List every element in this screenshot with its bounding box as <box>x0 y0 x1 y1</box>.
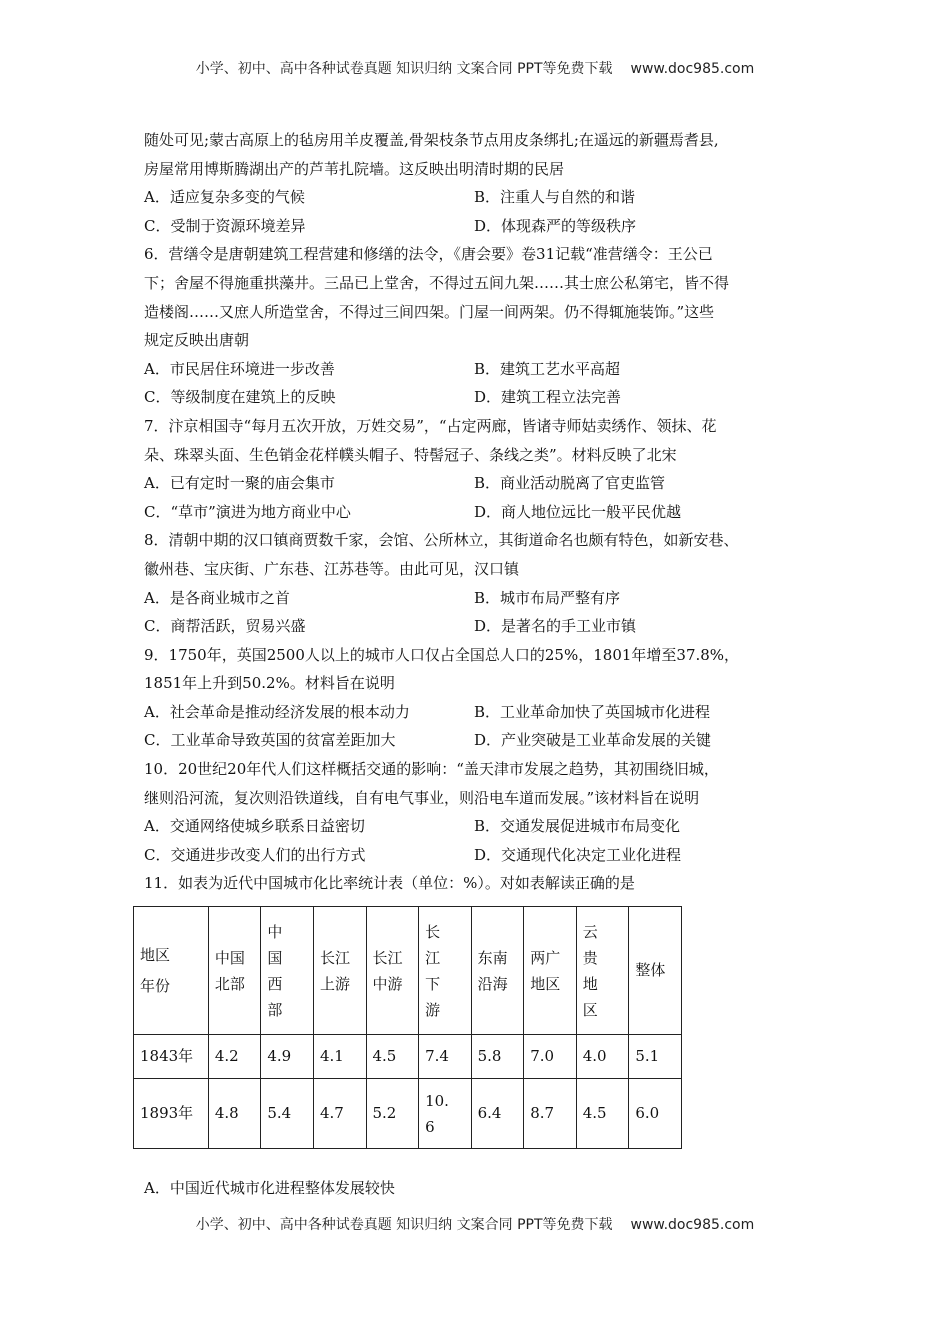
header-cell: 中国北部 <box>208 907 261 1035</box>
table-row <box>134 1079 682 1149</box>
header-url-link[interactable]: www.doc985.com <box>630 61 755 77</box>
value-cell: 5.2 <box>366 1079 419 1149</box>
q6-option-b: B．建筑工艺水平高超 <box>474 359 621 378</box>
q8-line-1: 8．清朝中期的汉口镇商贾数千家，会馆、公所林立，其街道命名也颇有特色，如新安巷、 <box>144 531 739 550</box>
q9-option-b: B．工业革命加快了英国城市化进程 <box>474 702 711 721</box>
value-cell: 4.2 <box>208 1035 261 1079</box>
q5-option-b: B．注重人与自然的和谐 <box>474 188 636 207</box>
q5-options-row-1 <box>144 183 810 212</box>
q8-options-row-1 <box>144 584 810 613</box>
q9-options-row-2 <box>144 726 810 755</box>
value-cell: 7.0 <box>524 1035 577 1079</box>
header-cell: 两广地区 <box>524 907 577 1035</box>
q10-options-row-2 <box>144 841 810 870</box>
q7-option-a: A．已有定时一聚的庙会集市 <box>144 474 335 493</box>
q9-option-d: D．产业突破是工业革命发展的关键 <box>474 731 712 750</box>
header-cell: 云贵地区 <box>576 907 629 1035</box>
header-cell: 东南沿海 <box>471 907 524 1035</box>
value-cell: 6.0 <box>629 1079 682 1149</box>
value-cell: 4.5 <box>366 1035 419 1079</box>
q7-option-b: B．商业活动脱离了官吏监管 <box>474 474 666 493</box>
q10-option-a: A．交通网络使城乡联系日益密切 <box>144 817 365 836</box>
footer-url-link[interactable]: www.doc985.com <box>630 1217 755 1233</box>
q10-line-1: 10．20世纪20年代人们这样概括交通的影响：“盖天津市发展之趋势，其初围绕旧城， <box>144 760 719 779</box>
page-footer <box>0 1214 950 1234</box>
page-header <box>0 58 950 78</box>
q9-option-c: C．工业革命导致英国的贫富差距加大 <box>144 731 396 750</box>
value-cell: 7.4 <box>419 1035 472 1079</box>
year-cell: 1893年 <box>134 1079 209 1149</box>
urbanization-table <box>133 906 682 1149</box>
q8-option-a: A．是各商业城市之首 <box>144 588 290 607</box>
header-cell: 长江下游 <box>419 907 472 1035</box>
header-cell: 长江中游 <box>366 907 419 1035</box>
q6-line-4: 规定反映出唐朝 <box>144 331 250 350</box>
q6-option-d: D．建筑工程立法完善 <box>474 388 622 407</box>
q8-line-2: 徽州巷、宝庆街、广东巷、江苏巷等。由此可见，汉口镇 <box>144 559 520 578</box>
q8-option-d: D．是著名的手工业市镇 <box>474 617 637 636</box>
q6-option-c: C．等级制度在建筑上的反映 <box>144 388 336 407</box>
value-cell: 6.4 <box>471 1079 524 1149</box>
value-cell: 4.5 <box>576 1079 629 1149</box>
q10-option-d: D．交通现代化决定工业化进程 <box>474 845 682 864</box>
q7-line-2: 朵、珠翠头面、生色销金花样幞头帽子、特髻冠子、条线之类”。材料反映了北宋 <box>144 445 677 464</box>
header-cell: 中国西部 <box>261 907 314 1035</box>
corner-cell <box>134 907 209 1035</box>
header-text: 小学、初中、高中各种试卷真题 知识归纳 文案合同 PPT等免费下载 <box>195 61 613 77</box>
header-cell: 长江上游 <box>313 907 366 1035</box>
q5-line-2: 房屋常用博斯腾湖出产的芦苇扎院墙。这反映出明清时期的民居 <box>144 159 565 178</box>
value-cell: 4.8 <box>208 1079 261 1149</box>
table-header-row <box>134 907 682 1035</box>
q7-options-row-1 <box>144 469 810 498</box>
q6-line-3: 造楼阁……又庶人所造堂舍，不得过三间四架。门屋一间两架。仍不得辄施装饰。”这些 <box>144 302 715 321</box>
q6-line-1: 6．营缮令是唐朝建筑工程营建和修缮的法令，《唐会要》卷31记载“准营缮令：王公已 <box>144 245 713 264</box>
value-cell: 8.7 <box>524 1079 577 1149</box>
q6-options-row-2 <box>144 383 810 412</box>
value-cell: 10.6 <box>419 1079 472 1149</box>
value-cell: 5.4 <box>261 1079 314 1149</box>
q5-option-a: A．适应复杂多变的气候 <box>144 188 305 207</box>
q5-line-1: 随处可见;蒙古高原上的毡房用羊皮覆盖,骨架枝条节点用皮条绑扎;在遥远的新疆焉耆县, <box>144 131 719 149</box>
q9-option-a: A．社会革命是推动经济发展的根本动力 <box>144 702 410 721</box>
header-cell: 整体 <box>629 907 682 1035</box>
q10-option-b: B．交通发展促进城市布局变化 <box>474 817 681 836</box>
value-cell: 4.7 <box>313 1079 366 1149</box>
table-row <box>134 1035 682 1079</box>
value-cell: 5.1 <box>629 1035 682 1079</box>
corner-region-label: 地区 <box>140 945 171 964</box>
corner-year-label: 年份 <box>140 976 171 995</box>
q8-option-b: B．城市布局严整有序 <box>474 588 621 607</box>
q8-option-c: C．商帮活跃，贸易兴盛 <box>144 617 306 636</box>
q7-option-c: C．“草市”演进为地方商业中心 <box>144 502 351 521</box>
q5-option-d: D．体现森严的等级秩序 <box>474 216 637 235</box>
q11-stem: 11．如表为近代中国城市化比率统计表（单位：%）。对如表解读正确的是 <box>144 874 635 893</box>
q6-options-row-1 <box>144 355 810 384</box>
q7-option-d: D．商人地位远比一般平民优越 <box>474 502 682 521</box>
q9-options-row-1 <box>144 698 810 727</box>
q10-line-2: 继则沿河流，复次则沿铁道线，自有电气事业，则沿电车道而发展。”该材料旨在说明 <box>144 788 700 807</box>
year-cell: 1843年 <box>134 1035 209 1079</box>
q9-line-2: 1851年上升到50.2%。材料旨在说明 <box>144 674 395 693</box>
q11-option-a: A．中国近代城市化进程整体发展较快 <box>144 1179 395 1197</box>
footer-text: 小学、初中、高中各种试卷真题 知识归纳 文案合同 PPT等免费下载 <box>195 1217 613 1233</box>
question-body <box>144 126 810 898</box>
value-cell: 4.1 <box>313 1035 366 1079</box>
q10-option-c: C．交通进步改变人们的出行方式 <box>144 845 366 864</box>
value-cell: 4.9 <box>261 1035 314 1079</box>
q7-options-row-2 <box>144 498 810 527</box>
q6-option-a: A．市民居住环境进一步改善 <box>144 359 335 378</box>
q10-options-row-1 <box>144 812 810 841</box>
q8-options-row-2 <box>144 612 810 641</box>
q7-line-1: 7．汴京相国寺“每月五次开放，万姓交易”，“占定两廊，皆诸寺师姑卖绣作、领抹、花 <box>144 416 717 435</box>
q5-option-c: C．受制于资源环境差异 <box>144 216 306 235</box>
q6-line-2: 下；舍屋不得施重拱藻井。三品已上堂舍，不得过五间九架……其士庶公私第宅，皆不得 <box>144 273 730 292</box>
value-cell: 4.0 <box>576 1035 629 1079</box>
q5-options-row-2 <box>144 212 810 241</box>
value-cell: 5.8 <box>471 1035 524 1079</box>
q9-line-1: 9．1750年，英国2500人以上的城市人口仅占全国总人口的25%，1801年增至37.8%， <box>144 645 740 664</box>
